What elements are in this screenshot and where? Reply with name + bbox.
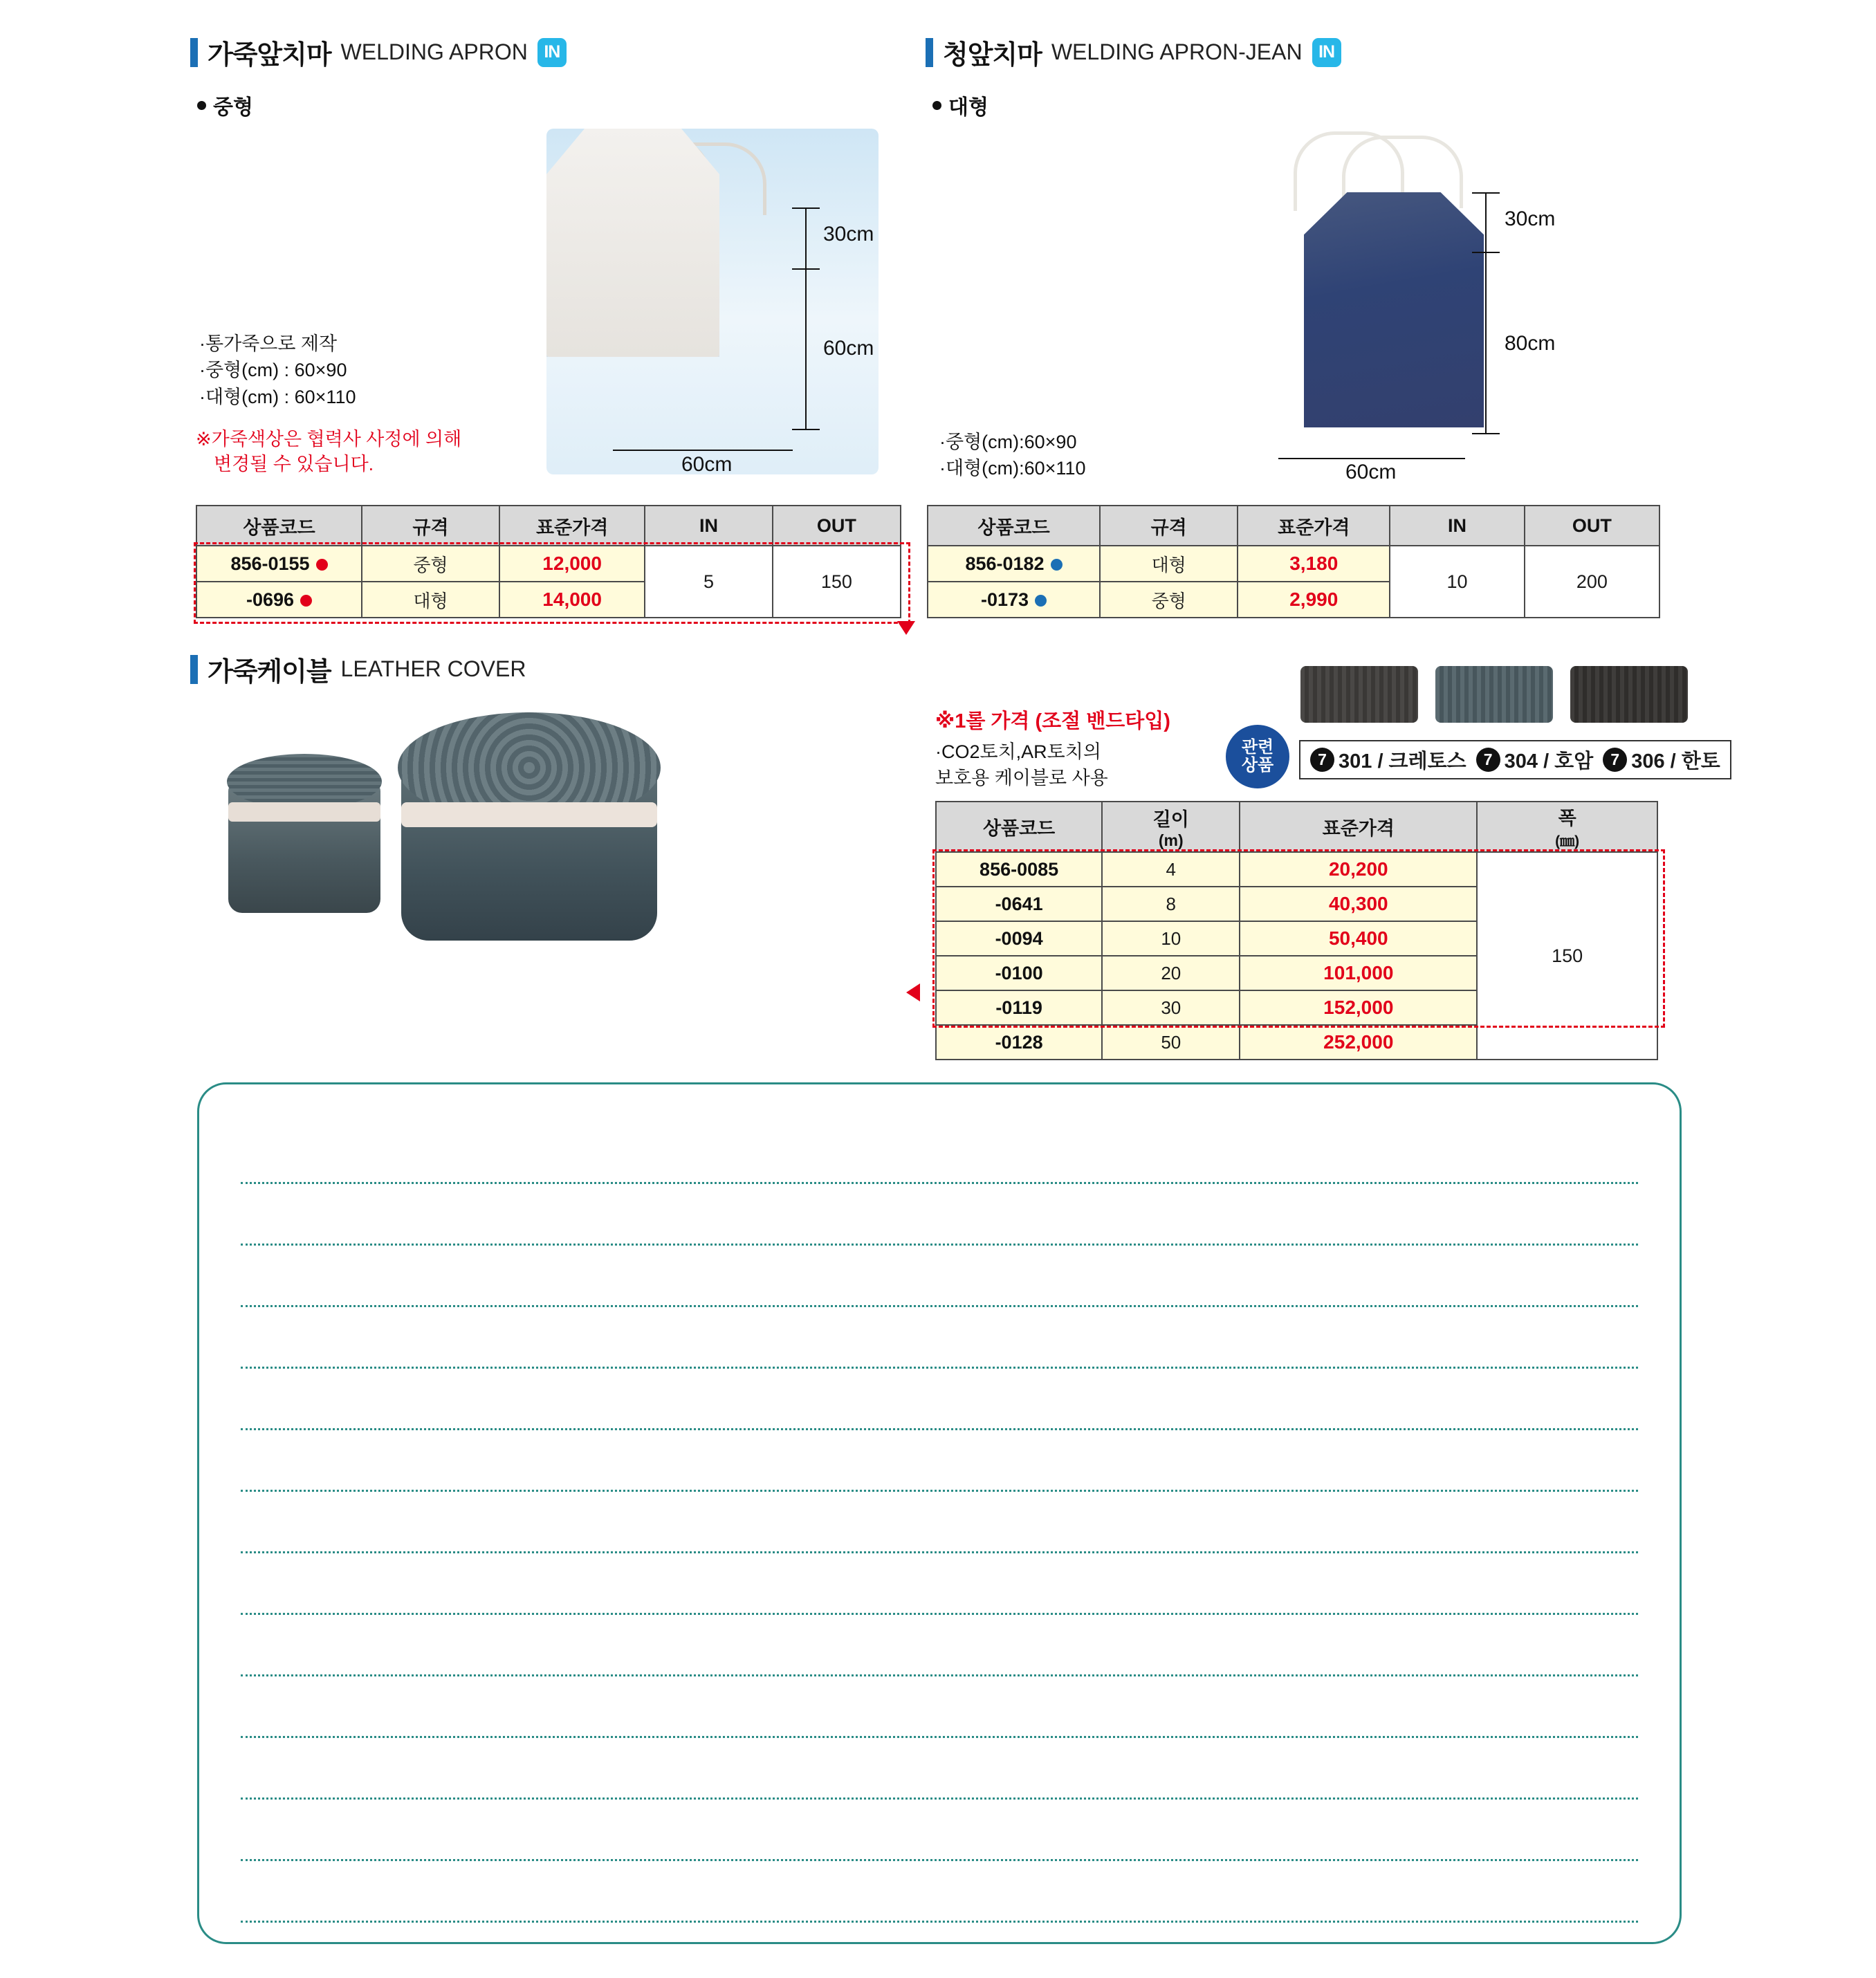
- jean-apron-price-table: [927, 505, 1660, 618]
- th-price: 표준가격: [1238, 506, 1390, 546]
- cell-code: -0641: [936, 887, 1102, 921]
- table-row: [936, 852, 1657, 887]
- cell-code: [196, 546, 362, 582]
- dim-tick-top-1: [792, 207, 820, 209]
- section-title-ko: 가죽앞치마: [208, 41, 331, 70]
- note-line: [241, 1800, 1638, 1861]
- leather-apron-color-note: [196, 427, 521, 477]
- note-line: [241, 1246, 1638, 1307]
- th-out: OUT: [1525, 506, 1659, 546]
- dim-label-30cm: 30cm: [1505, 207, 1556, 230]
- dim-label-60cm-bottom: 60cm: [1345, 461, 1397, 483]
- cell-in: 10: [1390, 546, 1525, 618]
- bullet-icon: [197, 101, 206, 110]
- section-title-en: WELDING APRON: [340, 39, 528, 64]
- dim-line-side-vertical: [805, 270, 807, 430]
- bullet-icon: [932, 101, 941, 110]
- leather-cover-photo: [208, 699, 747, 989]
- note-line: [241, 1307, 1638, 1369]
- note-line: [241, 1553, 1638, 1615]
- section-title-jean-apron: [926, 33, 1341, 71]
- table-header-row: [928, 506, 1659, 546]
- note-line: [241, 1738, 1638, 1800]
- related-products-badge: [1226, 725, 1289, 788]
- th-in: IN: [1390, 506, 1525, 546]
- section-title-leather-cover: [190, 650, 526, 688]
- related-badge-line-1: 관련: [1241, 737, 1274, 757]
- spec-line-2: ·대형(cm):60×110: [939, 458, 1086, 479]
- in-badge-icon: IN: [537, 38, 567, 67]
- dim-tick-side: [1472, 433, 1500, 434]
- th-width: [1477, 802, 1657, 852]
- cell-code: -0100: [936, 956, 1102, 990]
- section-title-leather-apron: [190, 33, 567, 71]
- cell-length: 8: [1102, 887, 1240, 921]
- related-product-thumbnails: [1300, 660, 1695, 730]
- th-out: OUT: [773, 506, 901, 546]
- dim-label-60cm-side: 60cm: [823, 337, 874, 360]
- cell-spec: 중형: [1100, 582, 1238, 618]
- table-header-row: [936, 802, 1657, 852]
- table-row: [196, 546, 901, 582]
- cell-out: 150: [773, 546, 901, 618]
- note-line: [241, 1615, 1638, 1676]
- spec-line-1: ·통가죽으로 제작: [199, 333, 338, 354]
- related-badge-line-2: 상품: [1241, 756, 1274, 775]
- th-price: 표준가격: [499, 506, 645, 546]
- section-title-en: LEATHER COVER: [340, 656, 526, 681]
- dim-tick-side: [792, 429, 820, 430]
- cell-spec: 대형: [1100, 546, 1238, 582]
- spec-line-3: ·대형(cm) : 60×110: [199, 386, 356, 407]
- small-roll-band: [228, 802, 380, 822]
- jean-apron-size-label: [932, 90, 988, 120]
- th-code: 상품코드: [196, 506, 362, 546]
- cell-code: -0128: [936, 1025, 1102, 1060]
- cell-code: [928, 582, 1100, 618]
- cell-code: -0119: [936, 990, 1102, 1025]
- table-header-row: [196, 506, 901, 546]
- red-dot-icon: [316, 559, 328, 571]
- related-item-3: 306 / 한토: [1631, 750, 1720, 773]
- th-width-line1: 폭: [1558, 808, 1576, 829]
- cell-spec: 대형: [362, 582, 499, 618]
- dim-line-side-vertical: [1485, 253, 1487, 434]
- notes-area[interactable]: [197, 1082, 1682, 1944]
- cell-code: 856-0085: [936, 852, 1102, 887]
- cell-price: 20,200: [1240, 852, 1477, 887]
- dim-label-80cm: 80cm: [1505, 332, 1556, 355]
- dim-line-bottom-horizontal: [613, 450, 793, 451]
- th-width-line2: (㎜): [1555, 833, 1580, 849]
- small-roll-top: [227, 754, 382, 809]
- dim-line-top-vertical: [1485, 192, 1487, 253]
- leather-apron-specs: [199, 331, 356, 410]
- cell-price: 50,400: [1240, 921, 1477, 956]
- dim-line-top-vertical: [805, 207, 807, 270]
- leather-cover-specs: [935, 739, 1108, 792]
- cell-price: 14,000: [499, 582, 645, 618]
- th-length-line1: 길이: [1152, 808, 1189, 830]
- thumb-roll-2: [1435, 666, 1553, 723]
- apron-body: [1304, 192, 1484, 427]
- cell-price: 3,180: [1238, 546, 1390, 582]
- cell-price: 152,000: [1240, 990, 1477, 1025]
- note-line: [241, 1861, 1638, 1923]
- cell-code: -0094: [936, 921, 1102, 956]
- cell-price: 12,000: [499, 546, 645, 582]
- th-code: 상품코드: [936, 802, 1102, 852]
- section-accent-bar: [190, 655, 198, 684]
- blue-dot-icon: [1035, 595, 1047, 607]
- note-line: [241, 1430, 1638, 1492]
- related-item-1: 301 / 크레토스: [1339, 750, 1466, 773]
- spec-line-2: ·중형(cm) : 60×90: [199, 360, 347, 381]
- arrow-left-icon: [906, 983, 920, 1001]
- code-text: -0173: [981, 589, 1029, 610]
- size-label-text: 중형: [213, 96, 253, 119]
- section-title-en: WELDING APRON-JEAN: [1051, 39, 1303, 64]
- leather-cover-price-table: [935, 801, 1658, 1060]
- th-in: IN: [645, 506, 772, 546]
- cell-in: 5: [645, 546, 772, 618]
- note-line: [241, 1369, 1638, 1430]
- cell-price: 40,300: [1240, 887, 1477, 921]
- cell-code: [928, 546, 1100, 582]
- apron-body: [546, 129, 719, 357]
- leather-apron-photo: [546, 129, 879, 474]
- jean-apron-specs: [939, 429, 1085, 482]
- dim-label-30cm: 30cm: [823, 223, 874, 246]
- cell-code: [196, 582, 362, 618]
- spec-line-1: ·CO2토치,AR토치의: [935, 741, 1101, 762]
- number-badge-icon: 7: [1310, 748, 1334, 772]
- note-line: [241, 1492, 1638, 1553]
- cell-length: 50: [1102, 1025, 1240, 1060]
- spec-line-2: 보호용 케이블로 사용: [935, 768, 1108, 789]
- number-badge-icon: 7: [1476, 748, 1500, 772]
- arrow-down-icon: [897, 621, 915, 635]
- jean-apron-photo: [1252, 124, 1556, 456]
- in-badge-icon: IN: [1312, 38, 1341, 67]
- code-text: 856-0155: [230, 553, 310, 574]
- note-line-2: 변경될 수 있습니다.: [214, 454, 374, 475]
- cell-length: 30: [1102, 990, 1240, 1025]
- th-length: [1102, 802, 1240, 852]
- large-roll-band: [401, 802, 657, 827]
- thumb-roll-3: [1570, 666, 1688, 723]
- note-line: [241, 1122, 1638, 1184]
- thumb-roll-1: [1300, 666, 1418, 723]
- number-badge-icon: 7: [1603, 748, 1627, 772]
- leather-apron-size-label: [197, 90, 253, 120]
- cell-width: 150: [1477, 852, 1657, 1060]
- dim-tick-top-1: [1472, 192, 1500, 194]
- related-item-2: 304 / 호암: [1504, 750, 1594, 773]
- cell-length: 10: [1102, 921, 1240, 956]
- cell-price: 101,000: [1240, 956, 1477, 990]
- related-products-codes: [1299, 740, 1731, 779]
- cell-out: 200: [1525, 546, 1659, 618]
- th-price: 표준가격: [1240, 802, 1477, 852]
- cell-spec: 중형: [362, 546, 499, 582]
- table-row: [928, 546, 1659, 582]
- spec-line-1: ·중형(cm):60×90: [939, 432, 1077, 452]
- section-title-ko: 가죽케이블: [208, 658, 331, 687]
- red-dot-icon: [300, 595, 312, 607]
- note-line: [241, 1676, 1638, 1738]
- note-line: [241, 1184, 1638, 1246]
- th-spec: 규격: [362, 506, 499, 546]
- th-code: 상품코드: [928, 506, 1100, 546]
- blue-dot-icon: [1051, 559, 1063, 571]
- cell-price: 252,000: [1240, 1025, 1477, 1060]
- section-accent-bar: [190, 38, 198, 67]
- th-length-line2: (m): [1158, 831, 1184, 849]
- cell-length: 4: [1102, 852, 1240, 887]
- code-text: -0696: [246, 589, 295, 610]
- dim-label-60cm-bottom: 60cm: [681, 453, 733, 476]
- leather-cover-note-red: ※1롤 가격 (조절 밴드타입): [935, 710, 1170, 732]
- leather-apron-price-table: [196, 505, 901, 618]
- section-accent-bar: [926, 38, 933, 67]
- th-spec: 규격: [1100, 506, 1238, 546]
- code-text: 856-0182: [965, 553, 1045, 574]
- size-label-text: 대형: [948, 96, 988, 119]
- note-line-1: ※가죽색상은 협력사 사정에 의해: [196, 429, 462, 450]
- dim-line-bottom-horizontal: [1278, 458, 1465, 459]
- cell-length: 20: [1102, 956, 1240, 990]
- section-title-ko: 청앞치마: [943, 41, 1042, 70]
- cell-price: 2,990: [1238, 582, 1390, 618]
